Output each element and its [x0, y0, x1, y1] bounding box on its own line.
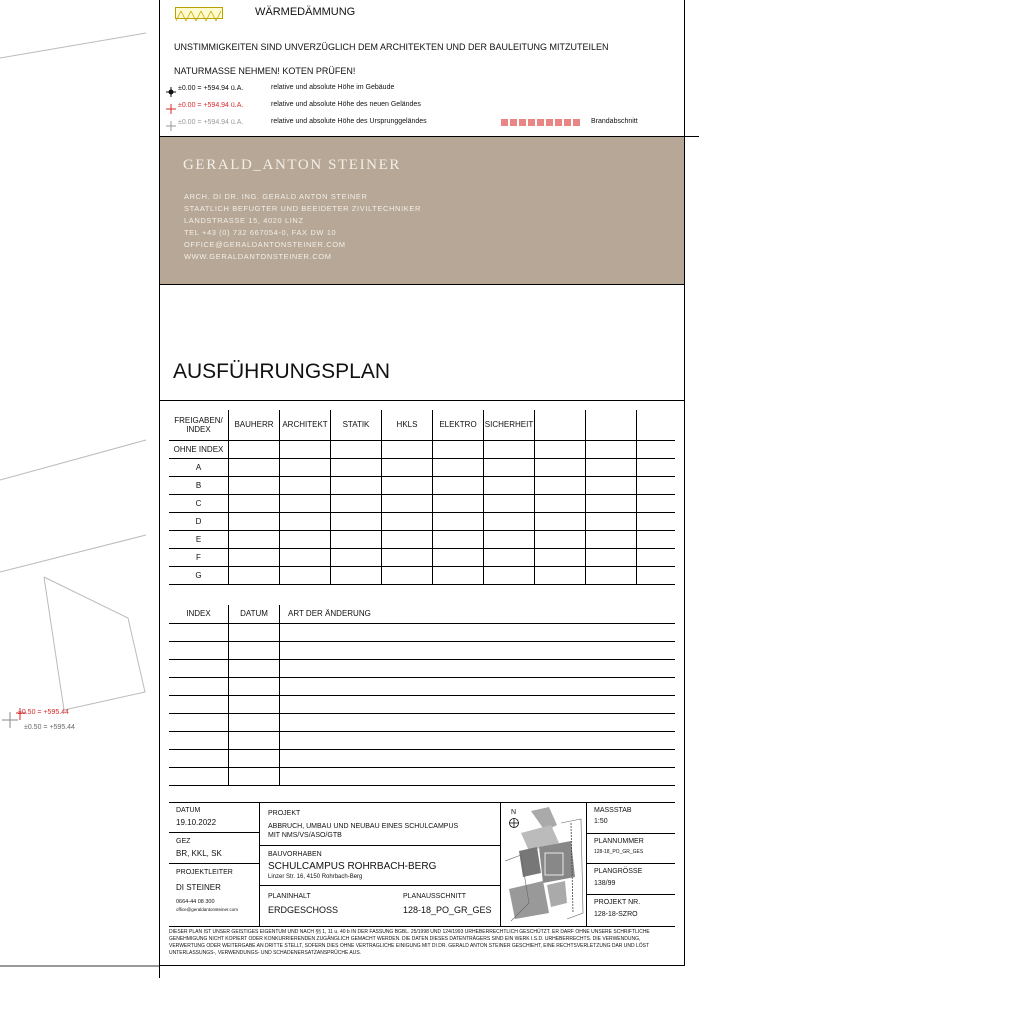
projekt-value-2: MIT NMS/VS/ASO/GTB [268, 832, 342, 839]
release-cell [331, 494, 382, 512]
release-cell [331, 458, 382, 476]
release-cell [484, 566, 535, 584]
height-code-new-terrain: ±0.00 = +594.94 ü.A. [178, 102, 244, 109]
revision-cell [229, 677, 280, 695]
release-row [169, 458, 675, 476]
release-cell [535, 512, 586, 530]
revision-cell [169, 695, 229, 713]
release-cell [586, 530, 637, 548]
release-row [169, 440, 675, 458]
company-line-3: LANDSTRASSE 15, 4020 LINZ [184, 216, 304, 225]
height-desc-new-terrain: relative und absolute Höhe des neuen Geländes [271, 101, 421, 108]
release-cell [229, 458, 280, 476]
level-marker-gray: ±0.50 = +595.44 [24, 724, 75, 731]
release-cell [433, 458, 484, 476]
bauvorhaben-label: BAUVORHABEN [268, 851, 322, 858]
release-cell [535, 458, 586, 476]
release-cell [382, 566, 433, 584]
release-cell [586, 458, 637, 476]
plangroesse-value: 138/99 [594, 880, 616, 887]
revision-row [169, 641, 675, 659]
notice-discrepancies: UNSTIMMIGKEITEN SIND UNVERZÜGLICH DEM ARCHITEKTEN UND DER BAULEITUNG MITZUTEILEN [174, 42, 609, 52]
projektnr-value: 128-18-SZRO [594, 911, 638, 918]
title-block-top [169, 802, 675, 803]
revision-cell [229, 659, 280, 677]
release-cell [229, 530, 280, 548]
company-banner [160, 137, 684, 284]
release-cell [331, 476, 382, 494]
datum-value: 19.10.2022 [176, 818, 217, 827]
release-col-header [535, 410, 586, 440]
revision-cell [280, 623, 676, 641]
release-cell [535, 530, 586, 548]
release-row-index: C [169, 494, 229, 512]
revision-row [169, 695, 675, 713]
revision-cell [169, 659, 229, 677]
title-block-row-a [169, 832, 259, 833]
release-row [169, 530, 675, 548]
release-cell [637, 458, 676, 476]
banner-bottom-line [159, 284, 685, 285]
release-cell [586, 512, 637, 530]
release-cell [484, 476, 535, 494]
company-line-1: ARCH. DI DR. ING. GERALD ANTON STEINER [184, 192, 368, 201]
company-line-6: WWW.GERALDANTONSTEINER.COM [184, 252, 332, 261]
release-col-header: ELEKTRO [433, 410, 484, 440]
fire-section-label: Brandabschnitt [591, 118, 638, 125]
revision-cell [169, 641, 229, 659]
release-col-header: HKLS [382, 410, 433, 440]
projektleiter-value: DI STEINER [176, 883, 221, 892]
north-label: N [511, 809, 517, 816]
insulation-label: WÄRMEDÄMMUNG [255, 6, 356, 18]
release-cell [229, 440, 280, 458]
release-cell [535, 566, 586, 584]
plangroesse-label: PLANGRÖSSE [594, 868, 643, 875]
title-block-row-e [586, 833, 675, 834]
title-block-col3 [586, 802, 587, 926]
notice-measurements: NATURMASSE NEHMEN! KOTEN PRÜFEN! [174, 66, 356, 76]
release-cell [280, 458, 331, 476]
planausschnitt-label: PLANAUSSCHNITT [403, 893, 467, 900]
release-col-header: STATIK [331, 410, 382, 440]
revision-cell [280, 749, 676, 767]
height-marker-building [166, 84, 176, 94]
projektleiter-phone: 0664-44 08 300 [176, 899, 215, 905]
level-marker-red: ±0.50 = +595.44 [18, 709, 69, 716]
height-desc-original-terrain: relative und absolute Höhe des Ursprunggeländes [271, 118, 427, 125]
height-marker-original-terrain [166, 118, 176, 128]
revision-row [169, 767, 675, 785]
revision-row [169, 659, 675, 677]
height-code-original-terrain: ±0.00 = +594.94 ü.A. [178, 119, 244, 126]
company-line-5: OFFICE@GERALDANTONSTEINER.COM [184, 240, 346, 249]
release-cell [484, 548, 535, 566]
release-cell [229, 494, 280, 512]
revision-cell [229, 695, 280, 713]
title-block-row-b [169, 863, 259, 864]
company-logo: GERALD_ANTON STEINER [183, 157, 401, 173]
release-cell [433, 476, 484, 494]
massstab-label: MASSSTAB [594, 807, 632, 814]
copyright-notice: DIESER PLAN IST UNSER GEISTIGES EIGENTUM UND NACH §§ 1, 11 u. 40 b IN DER FASSUNG BGBL. 25/1998 UND 124/1993 URHEBERRECHTLICH GESCHÜTZT. ER DARF OHNE UNSERE SCHRIFTLICHE GENEHMIGUNG NICHT KOPIERT ODER KONKURRIERENDEN ZUGÄNGLICH GEMACHT WERDEN. DIE DATEN DIESES DATENTRÄGERS SIND EIN WERK I.S.D. URHEBERRECHTS. DIE VERWENDUNG, VERWERTUNG ODER WEITERGABE AN DRITTE STELLT, SOFERN DIES OHNE VERTRAGLICHE EINIGUNG MIT DI DR. GERALD ANTON STEINER GESCHIEHT, EINE RECHTSVERLETZUNG DAR UND LÖST UNTERLASSUNGS-, VERWENDUNGS- UND SCHADENERSATZANSPRÜCHE AUS. [169, 929, 650, 956]
release-cell [637, 440, 676, 458]
release-col-header: ARCHITEKT [280, 410, 331, 440]
release-row-index: A [169, 458, 229, 476]
revision-header-date: DATUM [229, 605, 280, 623]
release-header-line-2: INDEX [186, 424, 211, 434]
release-col-header: BAUHERR [229, 410, 280, 440]
revision-cell [280, 731, 676, 749]
company-line-2: STAATLICH BEFUGTER UND BEEIDETER ZIVILTECHNIKER [184, 204, 421, 213]
revision-row [169, 749, 675, 767]
release-header-first [169, 410, 229, 440]
release-cell [280, 566, 331, 584]
planinhalt-value: ERDGESCHOSS [268, 905, 339, 915]
revision-cell [280, 713, 676, 731]
revision-cell [280, 677, 676, 695]
release-cell [586, 476, 637, 494]
revision-row [169, 713, 675, 731]
revision-cell [169, 731, 229, 749]
release-row [169, 494, 675, 512]
revision-cell [169, 677, 229, 695]
revision-table [169, 605, 675, 786]
release-row-index: G [169, 566, 229, 584]
release-cell [484, 530, 535, 548]
release-cell [433, 440, 484, 458]
revision-header-index: INDEX [169, 605, 229, 623]
release-cell [433, 566, 484, 584]
release-cell [382, 476, 433, 494]
plan-type-divider [159, 400, 685, 401]
release-cell [586, 566, 637, 584]
title-block-row-g [586, 894, 675, 895]
revision-rows [169, 623, 675, 785]
release-row [169, 476, 675, 494]
revision-cell [229, 767, 280, 785]
revision-cell [280, 641, 676, 659]
revision-cell [280, 695, 676, 713]
release-cell [382, 548, 433, 566]
release-col-header [586, 410, 637, 440]
release-cell [637, 494, 676, 512]
release-cell [331, 530, 382, 548]
release-cell [229, 548, 280, 566]
site-key-map [501, 803, 586, 925]
release-cell [331, 566, 382, 584]
release-cell [535, 476, 586, 494]
title-block-row-d [259, 885, 500, 886]
release-cell [382, 530, 433, 548]
release-cell [535, 440, 586, 458]
release-cell [586, 548, 637, 566]
planinhalt-label: PLANINHALT [268, 893, 311, 900]
release-row-index: E [169, 530, 229, 548]
bauvorhaben-value: SCHULCAMPUS ROHRBACH-BERG [268, 861, 437, 872]
release-cell [280, 440, 331, 458]
release-row [169, 548, 675, 566]
revision-cell [280, 659, 676, 677]
height-code-building: ±0.00 = +594.94 ü.A. [178, 85, 244, 92]
release-cell [331, 512, 382, 530]
release-cell [586, 494, 637, 512]
release-header-line-1: FREIGABEN/ [174, 415, 223, 425]
plan-type-title: AUSFÜHRUNGSPLAN [173, 360, 391, 383]
gez-label: GEZ [176, 838, 191, 845]
revision-cell [229, 731, 280, 749]
gez-value: BR, KKL, SK [176, 849, 222, 858]
revision-cell [280, 767, 676, 785]
release-cell [586, 440, 637, 458]
release-table [169, 410, 675, 585]
sheet-right-border [684, 0, 685, 965]
release-cell [382, 440, 433, 458]
height-desc-building: relative und absolute Höhe im Gebäude [271, 84, 395, 91]
release-cell [484, 440, 535, 458]
planausschnitt-value: 128-18_PO_GR_GES [403, 905, 492, 915]
release-row-index: F [169, 548, 229, 566]
insulation-swatch [175, 7, 223, 19]
release-cell [433, 530, 484, 548]
release-cell [280, 494, 331, 512]
massstab-value: 1:50 [594, 818, 608, 825]
revision-row [169, 731, 675, 749]
revision-cell [169, 713, 229, 731]
release-cell [433, 494, 484, 512]
bauvorhaben-address: Linzer Str. 16, 4150 Rohrbach-Berg [268, 874, 363, 880]
release-cell [382, 494, 433, 512]
release-cell [331, 440, 382, 458]
revision-cell [169, 749, 229, 767]
height-marker-new-terrain [166, 101, 176, 111]
release-cell [535, 494, 586, 512]
release-rows [169, 440, 675, 584]
title-block-row-f [586, 863, 675, 864]
release-cell [229, 566, 280, 584]
projektnr-label: PROJEKT NR. [594, 899, 641, 906]
release-cell [637, 548, 676, 566]
release-col-header: SICHERHEIT [484, 410, 535, 440]
release-cell [637, 566, 676, 584]
revision-cell [169, 623, 229, 641]
revision-cell [169, 767, 229, 785]
revision-cell [229, 641, 280, 659]
release-row-index: OHNE INDEX [169, 440, 229, 458]
plannummer-label: PLANNUMMER [594, 838, 644, 845]
release-cell [433, 512, 484, 530]
fire-section-swatch [501, 119, 581, 126]
revision-row [169, 623, 675, 641]
release-row [169, 512, 675, 530]
release-cell [484, 494, 535, 512]
release-cell [280, 476, 331, 494]
title-block-bottom [169, 926, 675, 927]
release-cell [280, 548, 331, 566]
release-cell [484, 458, 535, 476]
title-block-col1 [259, 802, 260, 926]
title-block-row-c [259, 845, 500, 846]
release-cell [637, 530, 676, 548]
release-cell [535, 548, 586, 566]
drawing-area [0, 0, 160, 1024]
projekt-label: PROJEKT [268, 810, 301, 817]
release-cell [280, 530, 331, 548]
release-cell [382, 512, 433, 530]
release-cell [484, 512, 535, 530]
company-line-4: TEL +43 (0) 732 667054-0, FAX DW 10 [184, 228, 337, 237]
revision-cell [229, 713, 280, 731]
release-row-index: D [169, 512, 229, 530]
release-cell [637, 512, 676, 530]
datum-label: DATUM [176, 807, 201, 814]
release-row [169, 566, 675, 584]
revision-cell [229, 749, 280, 767]
projektleiter-label: PROJEKTLEITER [176, 869, 233, 876]
revision-row [169, 677, 675, 695]
projekt-value-1: ABBRUCH, UMBAU UND NEUBAU EINES SCHULCAMPUS [268, 823, 459, 830]
release-cell [433, 548, 484, 566]
sheet-bottom-border [159, 965, 685, 966]
release-row-index: B [169, 476, 229, 494]
release-cell [229, 476, 280, 494]
revision-header-change: ART DER ÄNDERUNG [280, 605, 676, 623]
release-cell [229, 512, 280, 530]
projektleiter-email: office@geraldantonsteiner.com [176, 907, 239, 912]
release-cell [637, 476, 676, 494]
release-col-header [637, 410, 676, 440]
release-cell [280, 512, 331, 530]
revision-cell [229, 623, 280, 641]
release-cell [331, 548, 382, 566]
release-cell [382, 458, 433, 476]
plannummer-value: 128-18_PO_GR_GES [594, 849, 644, 855]
